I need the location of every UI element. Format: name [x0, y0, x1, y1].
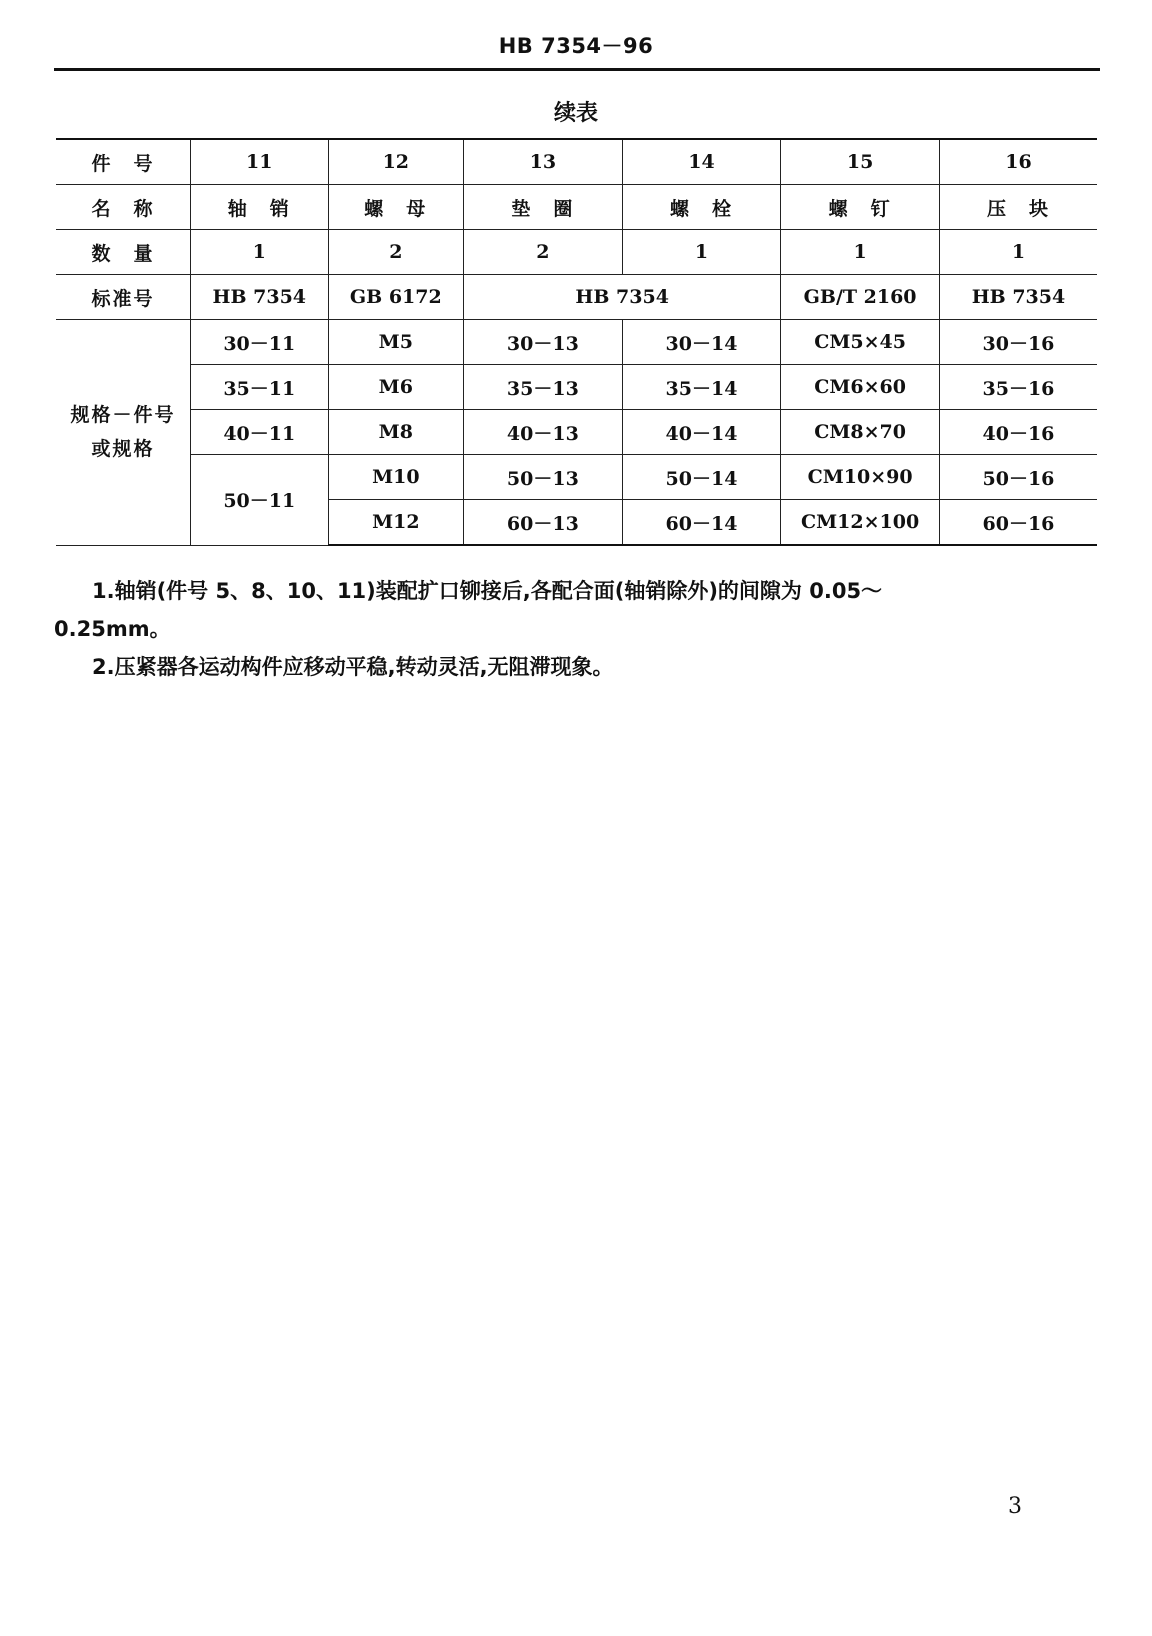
cell-spec: 50－13 — [464, 455, 623, 500]
cell-spec: M10 — [328, 455, 464, 500]
cell-spec: 35－13 — [464, 365, 623, 410]
note-2: 2.压紧器各运动构件应移动平稳,转动灵活,无阻滞现象。 — [92, 655, 614, 679]
cell-part-no: 12 — [328, 139, 464, 185]
cell-spec: 35－14 — [622, 365, 781, 410]
cell-part-no: 15 — [781, 139, 940, 185]
cell-name: 垫 圈 — [464, 185, 623, 230]
cell-spec: 30－16 — [939, 320, 1097, 365]
cell-name: 螺 钉 — [781, 185, 940, 230]
cell-spec: 40－13 — [464, 410, 623, 455]
table-row-standard — [56, 275, 1097, 320]
cell-spec: M6 — [328, 365, 464, 410]
table-row-quantity — [56, 230, 1097, 275]
cell-spec: M5 — [328, 320, 464, 365]
row-label-quantity: 数 量 — [56, 230, 190, 275]
cell-spec: CM5×45 — [781, 320, 940, 365]
cell-quantity: 1 — [622, 230, 781, 275]
cell-part-no: 16 — [939, 139, 1097, 185]
parts-table — [56, 138, 1097, 546]
cell-name: 螺 栓 — [622, 185, 781, 230]
row-label-name: 名 称 — [56, 185, 190, 230]
notes-section — [54, 572, 1104, 686]
cell-spec: 30－14 — [622, 320, 781, 365]
cell-quantity: 1 — [781, 230, 940, 275]
cell-spec: 60－14 — [622, 500, 781, 546]
cell-part-no: 11 — [190, 139, 328, 185]
cell-spec: CM10×90 — [781, 455, 940, 500]
cell-standard: HB 7354 — [939, 275, 1097, 320]
cell-spec: 30－11 — [190, 320, 328, 365]
cell-spec: CM8×70 — [781, 410, 940, 455]
table-row-name — [56, 185, 1097, 230]
cell-quantity: 2 — [328, 230, 464, 275]
cell-spec: 40－16 — [939, 410, 1097, 455]
cell-spec: 30－13 — [464, 320, 623, 365]
cell-spec: M8 — [328, 410, 464, 455]
cell-name: 轴 销 — [190, 185, 328, 230]
cell-spec: 35－16 — [939, 365, 1097, 410]
row-label-standard: 标准号 — [56, 275, 190, 320]
table-row-spec — [56, 320, 1097, 365]
cell-quantity: 2 — [464, 230, 623, 275]
page-number: 3 — [1008, 1494, 1022, 1519]
cell-spec: 35－11 — [190, 365, 328, 410]
cell-standard: GB/T 2160 — [781, 275, 940, 320]
cell-spec: 40－14 — [622, 410, 781, 455]
cell-spec: CM12×100 — [781, 500, 940, 546]
cell-part-no: 14 — [622, 139, 781, 185]
header-rule — [54, 68, 1100, 71]
cell-quantity: 1 — [939, 230, 1097, 275]
table-row-part-no — [56, 139, 1097, 185]
cell-spec: 40－11 — [190, 410, 328, 455]
cell-standard: HB 7354 — [190, 275, 328, 320]
cell-spec: 50－16 — [939, 455, 1097, 500]
cell-spec: CM6×60 — [781, 365, 940, 410]
cell-spec: 60－16 — [939, 500, 1097, 546]
note-1-line-1: 1.轴销(件号 5、8、10、11)装配扩口铆接后,各配合面(轴销除外)的间隙为 0.05～ — [92, 579, 883, 603]
row-label-spec — [56, 320, 190, 546]
cell-spec: 50－11 — [190, 455, 328, 546]
table-row-spec — [56, 365, 1097, 410]
cell-standard: GB 6172 — [328, 275, 464, 320]
table-row-spec — [56, 455, 1097, 500]
cell-name: 压 块 — [939, 185, 1097, 230]
spec-label-line: 或规格 — [91, 438, 155, 461]
table-caption: 续表 — [553, 101, 598, 126]
cell-spec: 60－13 — [464, 500, 623, 546]
spec-label-line: 规格－件号 — [70, 404, 176, 427]
cell-standard: HB 7354 — [464, 275, 781, 320]
cell-part-no: 13 — [464, 139, 623, 185]
cell-name: 螺 母 — [328, 185, 464, 230]
note-1-line-2: 0.25mm。 — [54, 617, 171, 641]
cell-quantity: 1 — [190, 230, 328, 275]
cell-spec: M12 — [328, 500, 464, 546]
table-row-spec — [56, 410, 1097, 455]
row-label-part-no: 件 号 — [56, 139, 190, 185]
cell-spec: 50－14 — [622, 455, 781, 500]
document-code: HB 7354－96 — [498, 34, 654, 58]
